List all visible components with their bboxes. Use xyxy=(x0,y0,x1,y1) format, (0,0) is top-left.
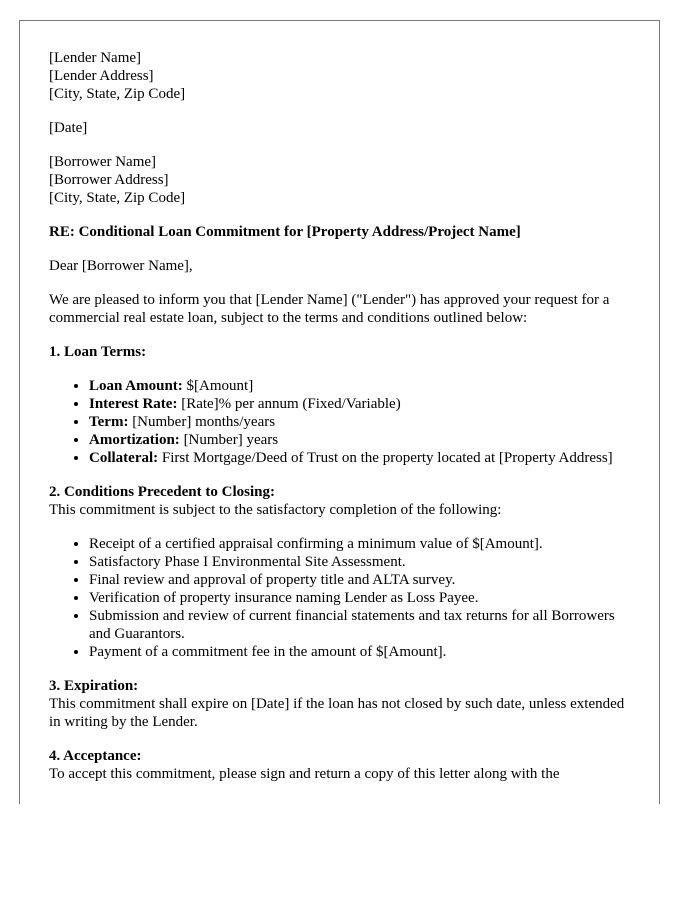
term-value: [Number] months/years xyxy=(128,414,276,430)
letter-body xyxy=(49,49,639,799)
loan-terms-list xyxy=(49,377,639,467)
lender-address-block xyxy=(49,49,639,103)
term-label: Loan Amount: xyxy=(89,378,183,394)
term-label: Collateral: xyxy=(89,450,159,466)
borrower-city-state-zip: [City, State, Zip Code] xyxy=(49,190,186,206)
term-label: Interest Rate: xyxy=(89,396,178,412)
loan-terms-heading: 1. Loan Terms: xyxy=(49,344,147,360)
acceptance-text: To accept this commitment, please sign and return a copy of this letter along with the xyxy=(49,766,560,782)
date-text: [Date] xyxy=(49,120,88,136)
term-value: [Rate]% per annum (Fixed/Variable) xyxy=(177,396,401,412)
lender-city-state-zip: [City, State, Zip Code] xyxy=(49,86,186,102)
expiration-text: This commitment shall expire on [Date] if the loan has not closed by such date, unless extended in writing by the Lender. xyxy=(49,696,625,730)
subject-line: RE: Conditional Loan Commitment for [Property Address/Project Name] xyxy=(49,224,521,240)
term-value: $[Amount] xyxy=(182,378,254,394)
term-value: First Mortgage/Deed of Trust on the property located at [Property Address] xyxy=(158,450,613,466)
list-item: • Payment of a commitment fee in the amount of $[Amount]. xyxy=(89,643,639,661)
letter-date xyxy=(49,119,639,137)
term-label: Term: xyxy=(89,414,129,430)
salutation: Dear [Borrower Name], xyxy=(49,258,193,274)
conditions-intro: This commitment is subject to the satisfactory completion of the following: xyxy=(49,502,502,518)
borrower-name: [Borrower Name] xyxy=(49,154,157,170)
borrower-address-block xyxy=(49,153,639,207)
conditions-heading: 2. Conditions Precedent to Closing: xyxy=(49,484,275,500)
lender-name: [Lender Name] xyxy=(49,50,142,66)
list-item: • Satisfactory Phase I Environmental Site Assessment. xyxy=(89,553,639,571)
letter-page xyxy=(19,20,660,804)
intro-paragraph: We are pleased to inform you that [Lender Name] ("Lender") has approved your request for a commercial real estate loan, subject to the terms and conditions outlined below: xyxy=(49,292,610,326)
list-item xyxy=(89,413,639,431)
lender-address: [Lender Address] xyxy=(49,68,154,84)
borrower-address: [Borrower Address] xyxy=(49,172,169,188)
list-item xyxy=(89,449,639,467)
list-item: • Receipt of a certified appraisal confirming a minimum value of $[Amount]. xyxy=(89,535,639,553)
list-item xyxy=(89,431,639,449)
list-item xyxy=(89,377,639,395)
list-item: • Submission and review of current financial statements and tax returns for all Borrowers and Guarantors. xyxy=(89,607,639,643)
conditions-list xyxy=(49,535,639,661)
term-value: [Number] years xyxy=(179,432,279,448)
expiration-heading: 3. Expiration: xyxy=(49,678,139,694)
list-item xyxy=(89,395,639,413)
acceptance-heading: 4. Acceptance: xyxy=(49,748,142,764)
conditions-section xyxy=(49,483,639,519)
expiration-section xyxy=(49,677,639,731)
list-item: • Verification of property insurance naming Lender as Loss Payee. xyxy=(89,589,639,607)
acceptance-section xyxy=(49,747,639,783)
term-label: Amortization: xyxy=(89,432,180,448)
list-item: • Final review and approval of property title and ALTA survey. xyxy=(89,571,639,589)
